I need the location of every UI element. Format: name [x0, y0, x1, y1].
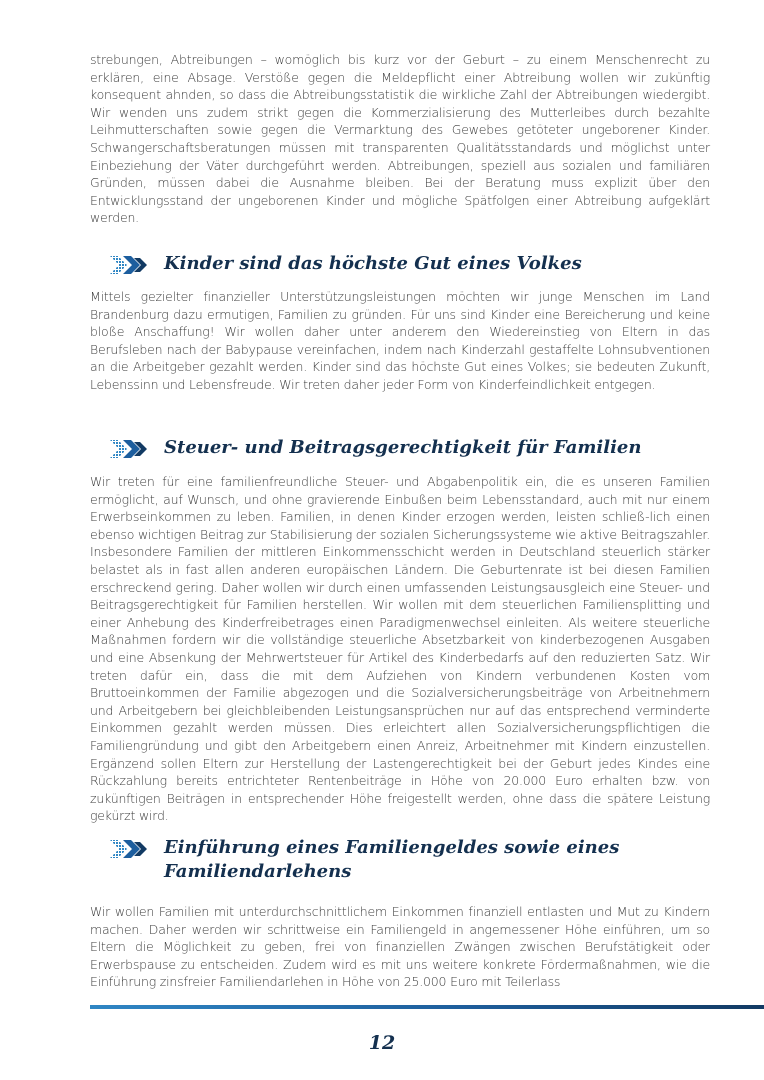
double-chevron-arrow-icon — [110, 255, 150, 275]
double-chevron-arrow-icon — [110, 839, 150, 859]
section-heading-text: Steuer- und Beitragsgerechtigkeit für Familien — [164, 437, 642, 458]
section-heading-text: Einführung eines Familiengeldes sowie eines Familiendarlehens — [164, 837, 620, 882]
paragraph: strebungen, Abtreibungen – womöglich bis kurz vor der Geburt – zu einem Menschenrecht zu erklären, eine Absage. Verstöße gegen die Meldepflicht einer Abtreibung wollen wir zukünftig konsequent ahnden, so dass die Abtreibungsstatistik die wirkliche Zahl der Abtreibungen wiedergibt. Wir wenden uns zudem strikt gegen die Kommerzialisierung des Mutterleibes durch bezahlte Leihmutterschaften sowie gegen die Vermarktung des Gewebes getöteter ungeborener Kinder. Schwangerschaftsberatungen müssen mit transparenten Qualitätsstandards und möglichst unter Einbeziehung der Väter durchgeführt werden. Abtreibungen, speziell aus sozialen und familiären Gründen, müssen dabei die Ausnahme bleiben. Bei der Beratung muss explizit über den Entwicklungsstand der ungeborenen Kinder und mögliche Spätfolgen einer Abtreibung aufgeklärt werden. — [90, 52, 710, 226]
paragraph: Wir wollen Familien mit unterdurchschnittlichem Einkommen finanziell entlasten und Mut zu Kindern machen. Daher werden wir schrittweise ein Familiengeld in angemessener Höhe einführen, um so Eltern die Möglichkeit zu geben, frei von finanziellen Zwängen zwischen Berufstätigkeit oder Erwerbspause zu entscheiden. Zudem wird es mit uns weitere konkrete Fördermaßnahmen, wie die Einführung zinsfreier Familiendarlehen in Höhe von 25.000 Euro mit Teilerlass — [90, 904, 710, 990]
page-number: 12 — [368, 1032, 396, 1054]
section-heading-text: Kinder sind das höchste Gut eines Volkes — [164, 253, 582, 274]
section-heading — [110, 436, 710, 460]
section-heading — [110, 252, 710, 276]
section-heading — [110, 836, 710, 884]
footer-accent-bar — [90, 1005, 764, 1009]
paragraph: Wir treten für eine familienfreundliche Steuer- und Abgabenpolitik ein, die es unseren Familien ermöglicht, auf Wunsch, und ohne gravierende Einbußen beim Lebensstandard, auch mit nur einem Erwerbseinkommen zu leben. Familien, in denen Kinder erzogen werden, leisten schließ-lich einen ebenso wichtigen Beitrag zur Stabilisierung der sozialen Sicherungssysteme wie aktive Beitragszahler. Insbesondere Familien der mittleren Einkommensschicht werden in Deutschland steuerlich stärker belastet als in fast allen anderen europäischen Ländern. Die Geburtenrate ist bei diesen Familien erschreckend gering. Daher wollen wir durch einen umfassenden Leistungsausgleich eine Steuer- und Beitragsgerechtigkeit für Familien herstellen. Wir wollen mit dem steuerlichen Familiensplitting und einer Anhebung des Kinderfreibetrages einen Paradigmenwechsel einleiten. Als weitere steuerliche Maßnahmen fordern wir die vollständige steuerliche Absetzbarkeit von kinderbezogenen Ausgaben und eine Absenkung der Mehrwertsteuer für Artikel des Kinderbedarfs auf den reduzierten Satz. Wir treten dafür ein, dass die mit dem Aufziehen von Kindern verbundenen Kosten vom Bruttoeinkommen der Familie abgezogen und die Sozialversicherungsbeiträge von Arbeitnehmern und Arbeitgebern bei gleichbleibenden Leistungsansprüchen nur auf das entsprechend verminderte Einkommen gezahlt werden müssen. Dies erleichtert allen Sozialversicherungspflichtigen die Familiengründung und gibt den Arbeitgebern einen Anreiz, Arbeitnehmer mit Kindern einzustellen. Ergänzend sollen Eltern zur Herstellung der Lastengerechtigkeit bei der Geburt jedes Kindes eine Rückzahlung bereits entrichteter Rentenbeiträge in Höhe von 20.000 Euro erhalten bzw. von zukünftigen Beiträgen in entsprechender Höhe freigestellt werden, ohne dass die spätere Leistung gekürzt wird. — [90, 474, 710, 824]
paragraph: Mittels gezielter finanzieller Unterstützungsleistungen möchten wir junge Menschen im Land Brandenburg dazu ermutigen, Familien zu gründen. Für uns sind Kinder eine Bereicherung und keine bloße Anschaffung! Wir wollen daher unter anderem den Wiedereinstieg von Eltern in das Berufsleben nach der Babypause vereinfachen, indem nach Kinderzahl gestaffelte Lohnsubventionen an die Arbeitgeber gezahlt werden. Kinder sind das höchste Gut eines Volkes; sie bedeuten Zukunft, Lebenssinn und Lebensfreude. Wir treten daher jeder Form von Kinderfeindlichkeit entgegen. — [90, 289, 710, 392]
double-chevron-arrow-icon — [110, 439, 150, 459]
